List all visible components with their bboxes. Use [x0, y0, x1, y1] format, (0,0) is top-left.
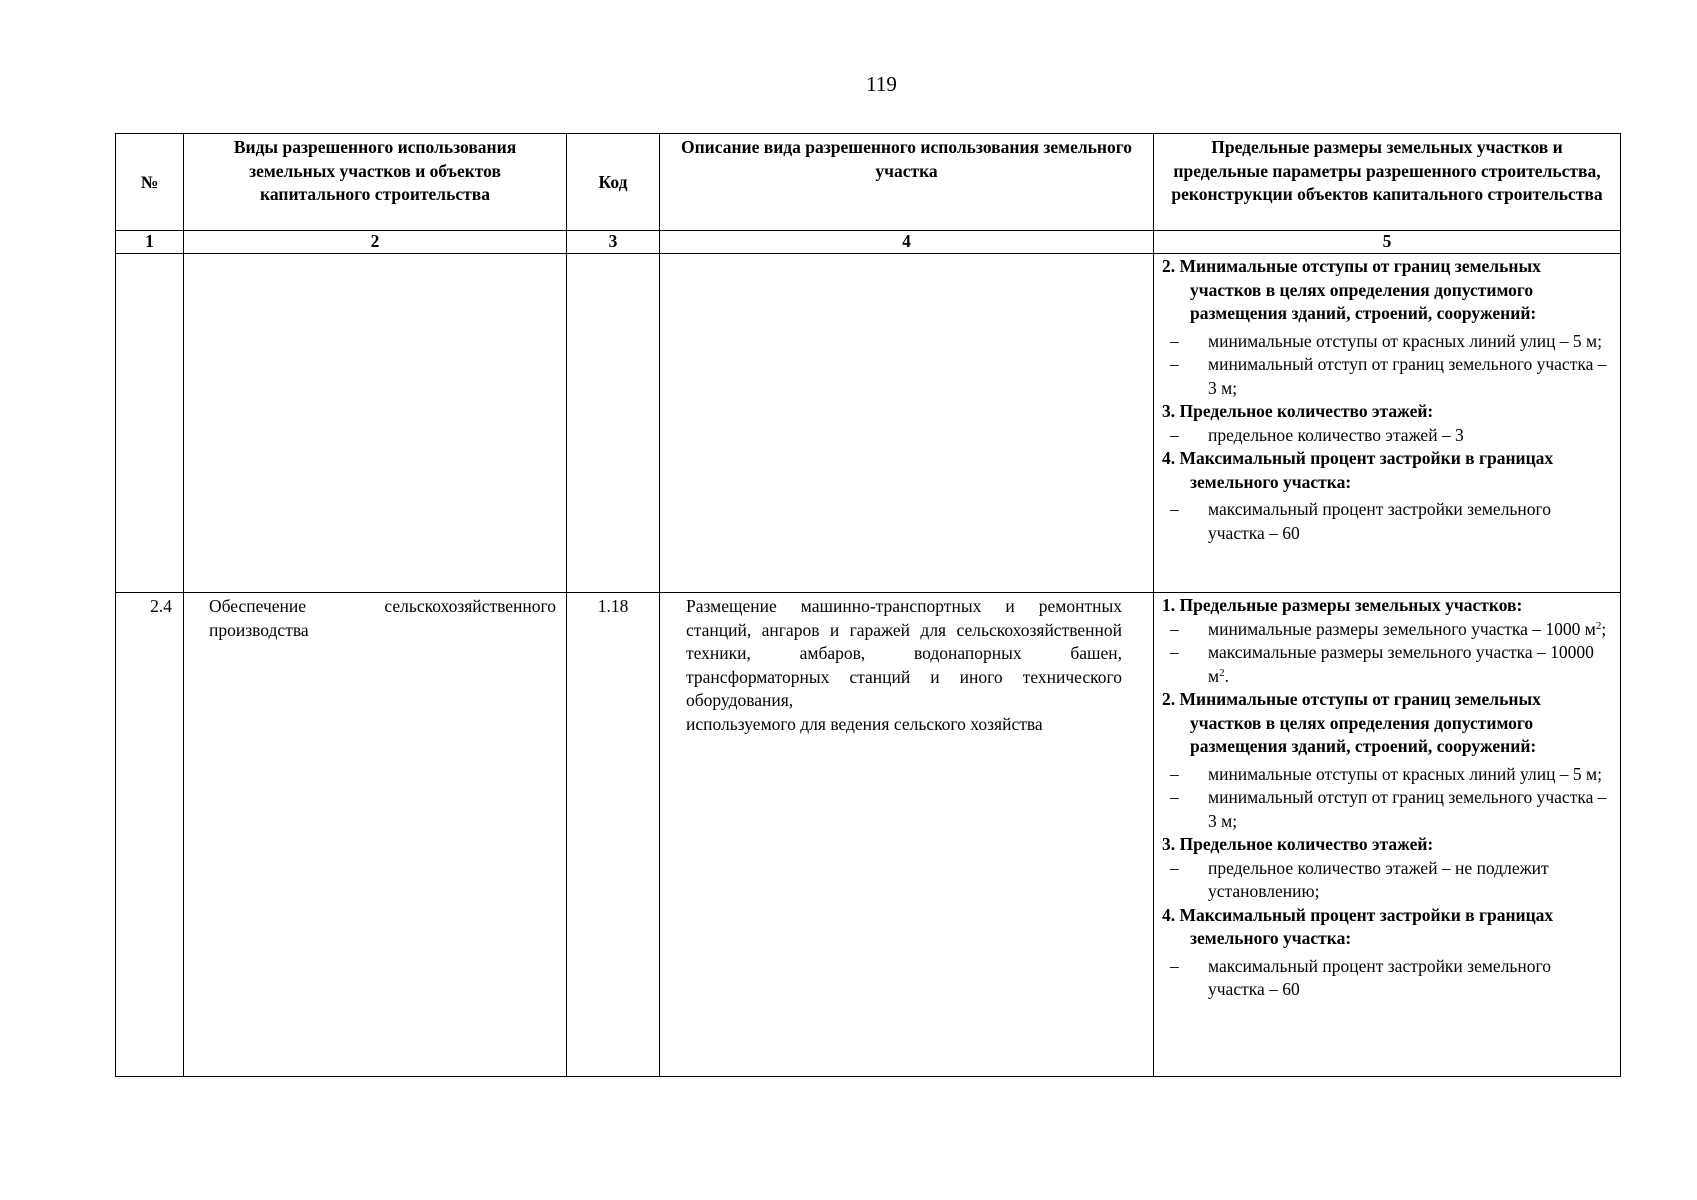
param-item: – максимальный процент застройки земельного участка – 60 — [1170, 955, 1552, 999]
param-item: – минимальные отступы от красных линий улиц – 5 м; — [1162, 763, 1610, 787]
param-section-title: 2. Минимальные отступы от границ земельных участков в целях определения допустимого размещения зданий, строений, сооружений: — [1162, 689, 1541, 756]
param-section-title: 4. Максимальный процент застройки в границах земельного участка: — [1162, 448, 1554, 492]
description-text: используемого для ведения сельского хозяйства — [686, 713, 1043, 734]
column-number-row — [116, 231, 1621, 254]
row-number: 2.4 — [116, 593, 184, 1077]
description-text: Размещение машинно-транспортных и ремонтных станций, ангаров и гаражей для сельскохозяйственной техники, амбаров, водонапорных башен, трансформаторных станций и иного технического оборудования, — [686, 596, 1122, 710]
param-item: – минимальный отступ от границ земельного участка – 3 м; — [1170, 787, 1607, 831]
header-code: Код — [567, 134, 660, 231]
row-code: 1.18 — [567, 593, 660, 1077]
row-params — [1154, 254, 1621, 593]
table-row — [116, 593, 1621, 1077]
column-number: 3 — [567, 231, 660, 254]
row-kind: Обеспечение сельскохозяйственного производства — [184, 593, 567, 1077]
row-number — [116, 254, 184, 593]
dash-bullet: – — [1170, 499, 1179, 519]
column-number: 5 — [1154, 231, 1621, 254]
dash-bullet: – — [1170, 787, 1179, 807]
dash-bullet: – — [1170, 955, 1179, 976]
table-header-row — [116, 134, 1621, 231]
param-item: – максимальные размеры земельного участка – 10000 $м^2$. — [1170, 642, 1594, 686]
column-number: 2 — [184, 231, 567, 254]
param-item: – предельное количество этажей – не подлежит установлению; — [1170, 857, 1549, 901]
header-kind: Виды разрешенного использования земельных участков и объектов капитального строительства — [184, 134, 567, 231]
param-item: – предельное количество этажей – 3 — [1162, 424, 1610, 448]
row-code — [567, 254, 660, 593]
row-params — [1154, 593, 1621, 1077]
dash-bullet: – — [1170, 330, 1179, 351]
param-section-title: 2. Минимальные отступы от границ земельных участков в целях определения допустимого размещения зданий, строений, сооружений: — [1162, 256, 1541, 323]
param-section-title: 4. Максимальный процент застройки в границах земельного участка: — [1162, 904, 1554, 948]
dash-bullet: – — [1170, 857, 1179, 878]
header-description: Описание вида разрешенного использования земельного участка — [660, 134, 1154, 231]
table-row — [116, 254, 1621, 593]
row-kind — [184, 254, 567, 593]
row-description — [660, 593, 1154, 1077]
dash-bullet: – — [1170, 618, 1179, 639]
dash-bullet: – — [1170, 354, 1179, 374]
dash-bullet: – — [1170, 642, 1179, 662]
column-number: 4 — [660, 231, 1154, 254]
param-item: – максимальный процент застройки земельного участка – 60 — [1170, 499, 1552, 543]
param-item: – минимальные отступы от красных линий улиц – 5 м; — [1162, 330, 1610, 354]
header-number: № — [116, 134, 184, 231]
dash-bullet: – — [1170, 763, 1179, 784]
page-number: 119 — [866, 72, 897, 96]
dash-bullet: – — [1170, 424, 1179, 445]
param-section-title: 1. Предельные размеры земельных участков: — [1162, 595, 1523, 615]
param-section-title: 3. Предельное количество этажей: — [1162, 401, 1434, 421]
param-item: – минимальные размеры земельного участка – 1000 $м^2$; — [1162, 618, 1610, 642]
param-section-title: 3. Предельное количество этажей: — [1162, 834, 1434, 854]
column-number: 1 — [116, 231, 184, 254]
header-params: Предельные размеры земельных участков и предельные параметры разрешенного строительства, реконструкции объектов капитального строительства — [1154, 134, 1621, 231]
row-description — [660, 254, 1154, 593]
land-use-table — [115, 133, 1621, 1077]
param-item: – минимальный отступ от границ земельного участка – 3 м; — [1170, 354, 1607, 398]
